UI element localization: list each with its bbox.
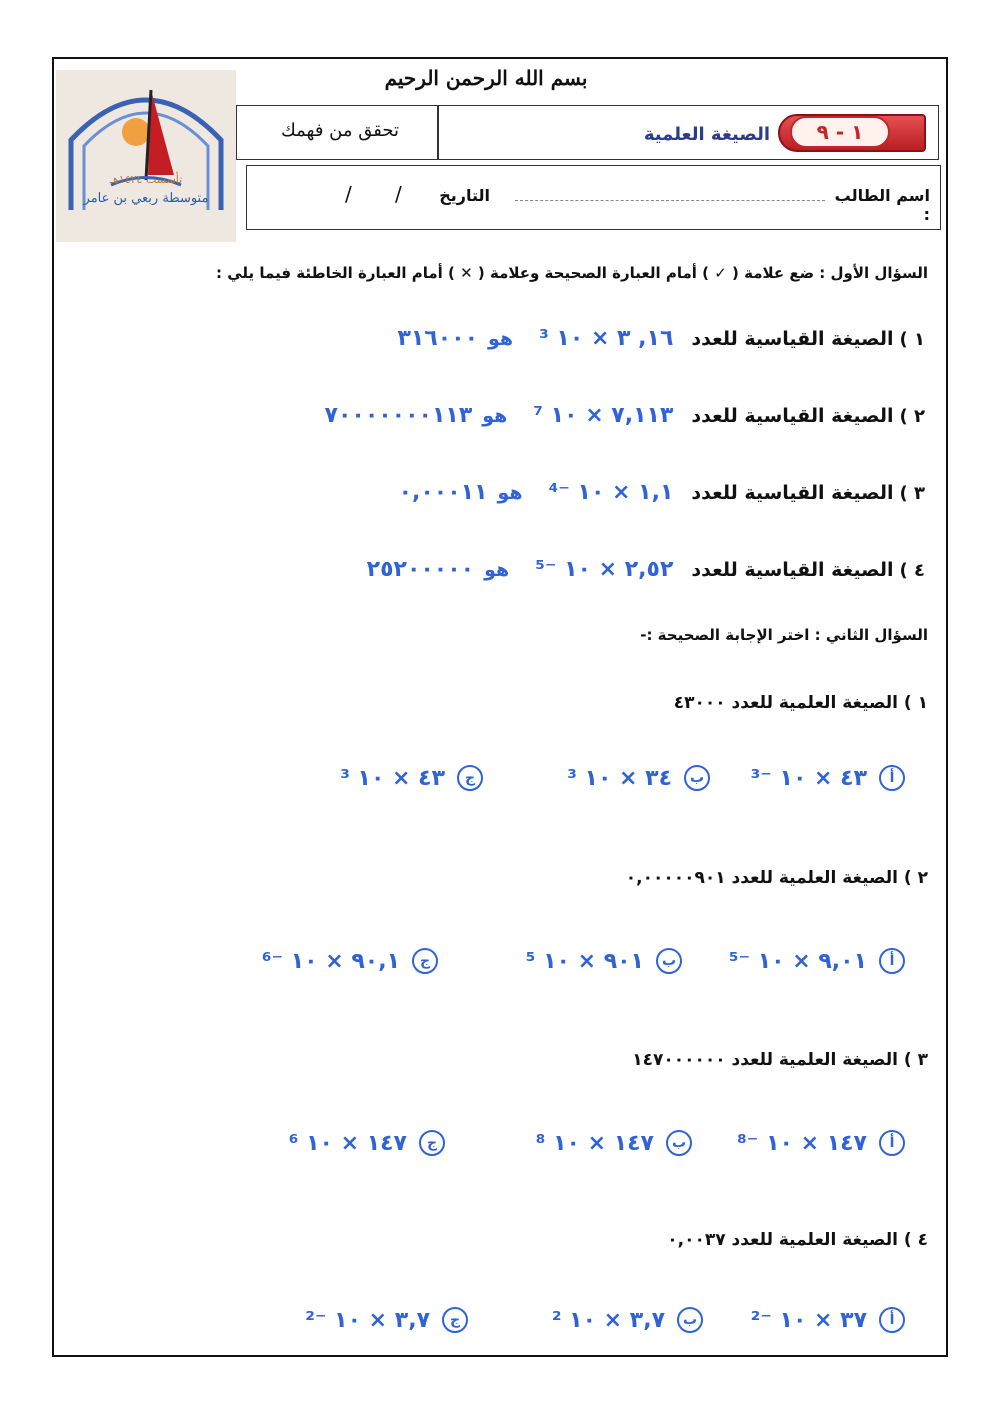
item-index: ٤ ) [899, 560, 925, 581]
mc-option[interactable] [567, 765, 710, 791]
date-slash: / [395, 182, 402, 206]
mc-option[interactable] [737, 1130, 905, 1156]
title-divider [437, 105, 439, 160]
mc-option[interactable] [751, 765, 905, 791]
logo-school-name: متوسطة ربعي بن عامر [83, 191, 209, 206]
option-letter-icon: أ [879, 1130, 905, 1156]
mc-option[interactable] [305, 1307, 468, 1333]
option-letter-icon: ب [684, 765, 710, 791]
date-slash: / [345, 182, 352, 206]
option-expression: ١٤٧ × ١٠ ⁻⁸ [737, 1130, 867, 1156]
option-expression: ٩٠,١ × ١٠ ⁻⁶ [261, 948, 400, 974]
mc-option[interactable] [751, 1307, 905, 1333]
mc-question-heading: ٣ ) الصيغة العلمية للعدد ١٤٧٠٠٠٠٠٠ [632, 1050, 928, 1070]
option-expression: ٣٤ × ١٠ ³ [567, 765, 672, 791]
student-name-label: اسم الطالب : [834, 186, 930, 224]
item-number: ٧,١١٣ × ١٠ ⁷ [533, 403, 674, 428]
true-false-item [367, 557, 925, 582]
true-false-item [397, 326, 925, 351]
item-label: الصيغة القياسية للعدد [691, 405, 894, 427]
item-number: ١٦, ٣ × ١٠ ³ [539, 326, 674, 351]
option-letter-icon: ب [666, 1130, 692, 1156]
item-label: الصيغة القياسية للعدد [691, 328, 894, 350]
logo-year-text: تأسست ١٤٢٤هـ [109, 173, 183, 186]
option-expression: ٩٠١ × ١٠ ⁵ [525, 948, 644, 974]
logo-emblem-icon [56, 70, 236, 242]
option-letter-icon: أ [879, 1307, 905, 1333]
mc-question-heading: ٢ ) الصيغة العلمية للعدد ٠,٠٠٠٠٠٩٠١ [625, 868, 928, 888]
check-understanding-label: تحقق من فهمك [280, 120, 399, 141]
mc-option[interactable] [340, 765, 483, 791]
option-letter-icon: ج [419, 1130, 445, 1156]
option-letter-icon: أ [879, 948, 905, 974]
mc-option[interactable] [552, 1307, 703, 1333]
student-name-field[interactable] [515, 200, 825, 201]
item-is: هو [488, 328, 514, 350]
lesson-title: الصيغة العلمية [643, 124, 770, 145]
item-label: الصيغة القياسية للعدد [691, 559, 894, 581]
item-value: ٠,٠٠٠١١ [398, 480, 488, 505]
item-value: ٣١٦٠٠٠ [397, 326, 479, 351]
option-expression: ٩,٠١ × ١٠ ⁻⁵ [728, 948, 867, 974]
option-letter-icon: ج [457, 765, 483, 791]
option-expression: ٣,٧ × ١٠ ² [551, 1307, 665, 1333]
school-logo [56, 70, 236, 242]
true-false-item [325, 403, 925, 428]
mc-option[interactable] [729, 948, 905, 974]
item-label: الصيغة القياسية للعدد [691, 482, 894, 504]
option-letter-icon: ج [412, 948, 438, 974]
option-expression: ٤٣ × ١٠ ³ [340, 765, 445, 791]
item-number: ٢,٥٢ × ١٠ ⁻⁵ [535, 557, 674, 582]
mc-option[interactable] [536, 1130, 692, 1156]
basmala-heading: بسم الله الرحمن الرحيم [384, 66, 588, 90]
mc-question-heading: ٤ ) الصيغة العلمية للعدد ٠,٠٠٣٧ [667, 1230, 928, 1250]
item-is: هو [482, 405, 508, 427]
item-is: هو [484, 559, 510, 581]
option-expression: ٤٣ × ١٠ ⁻³ [750, 765, 867, 791]
option-letter-icon: ج [442, 1307, 468, 1333]
item-index: ١ ) [899, 329, 925, 350]
option-letter-icon: ب [677, 1307, 703, 1333]
true-false-item [399, 480, 925, 505]
item-index: ٢ ) [899, 406, 925, 427]
option-expression: ٣٧ × ١٠ ⁻² [750, 1307, 867, 1333]
section1-instruction: السؤال الأول : ضع علامة ( ✓ ) أمام العبارة الصحيحة وعلامة ( ✕ ) أمام العبارة الخاطئة فيما يلي : [216, 264, 928, 282]
lesson-number: ١ - ٩ [790, 116, 890, 148]
option-expression: ٣,٧ × ١٠ ⁻² [305, 1307, 430, 1333]
mc-option[interactable] [262, 948, 438, 974]
item-value: ٧٠٠٠٠٠٠٠١١٣ [324, 403, 473, 428]
item-index: ٣ ) [899, 483, 925, 504]
option-letter-icon: أ [879, 765, 905, 791]
item-is: هو [497, 482, 523, 504]
mc-option[interactable] [289, 1130, 445, 1156]
date-label: التاريخ [439, 186, 490, 205]
item-value: ٢٥٢٠٠٠٠٠ [366, 557, 475, 582]
item-number: ١,١ × ١٠ ⁻⁴ [548, 480, 674, 505]
section2-instruction: السؤال الثاني : اختر الإجابة الصحيحة :- [640, 626, 928, 644]
option-letter-icon: ب [656, 948, 682, 974]
mc-question-heading: ١ ) الصيغة العلمية للعدد ٤٣٠٠٠ [673, 693, 928, 713]
option-expression: ١٤٧ × ١٠ ⁶ [288, 1130, 407, 1156]
mc-option[interactable] [526, 948, 682, 974]
option-expression: ١٤٧ × ١٠ ⁸ [535, 1130, 654, 1156]
